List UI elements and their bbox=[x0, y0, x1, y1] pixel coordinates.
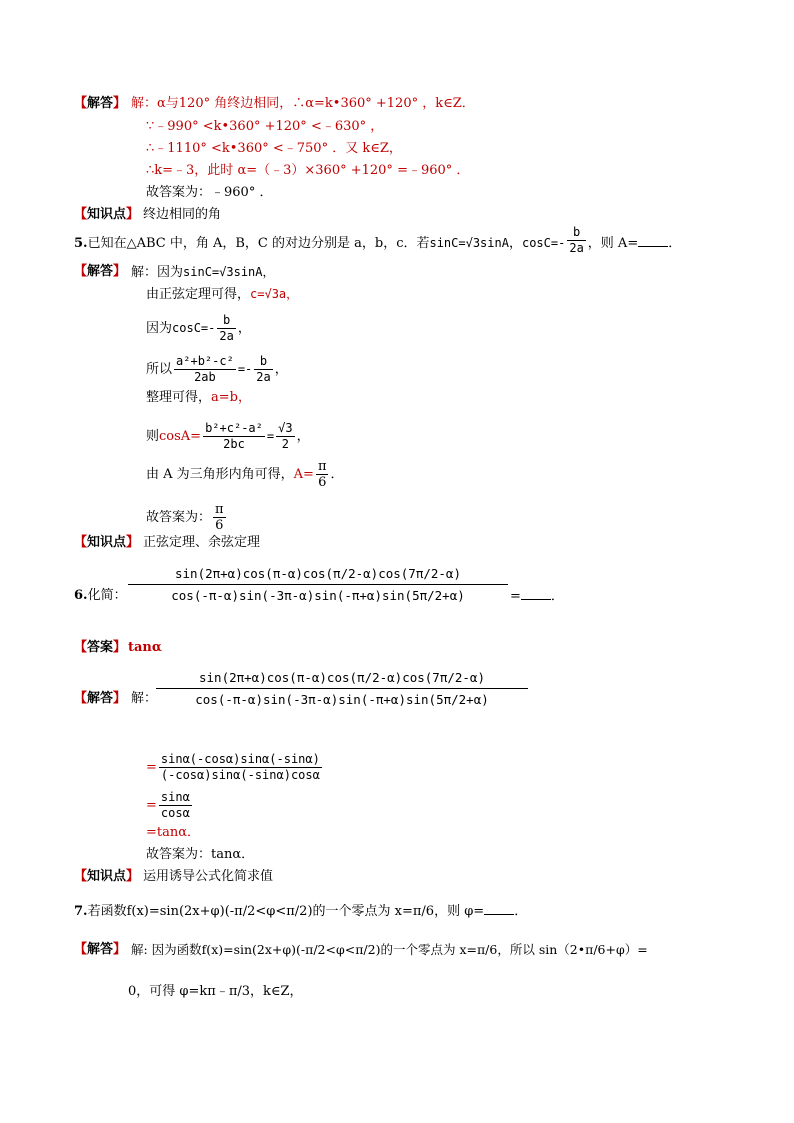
q6-equals-blank: = ． bbox=[510, 589, 564, 604]
q6-expression bbox=[128, 566, 508, 603]
answer-blank[interactable] bbox=[521, 587, 551, 600]
knowledge-label: 【知识点】 bbox=[74, 535, 140, 550]
q4-solution-line-3: ∴﹣1110° <k•360° <﹣750° ．又 k∈Z， bbox=[146, 141, 402, 156]
q4-solution-line-4: ∴k=﹣3，此时 α=（﹣3）×360° +120° =﹣960° ． bbox=[146, 163, 470, 178]
answer-blank[interactable] bbox=[638, 234, 668, 247]
q5-solution-line-3: 因为cosC=- $\frac{b}{2a}$ ， bbox=[146, 313, 251, 343]
knowledge-label: 【知识点】 bbox=[74, 869, 140, 884]
q6-denominator: cos(-π-α)sin(-3π-α)sin(-π+α)sin(5π/2+α) bbox=[171, 588, 465, 603]
q6-stem-label: 6.化简： bbox=[74, 588, 127, 603]
q6-solution-expression: sin(2π+α)cos(π-α)cos(π/2-α)cos(7π/2-α) cos(-π-α)sin(-3π-α)sin(-π+α)sin(5π/2+α) bbox=[156, 670, 528, 707]
q7-solution-line-2: 0，可得 φ=kπ﹣π/3，k∈Z， bbox=[128, 984, 303, 999]
q6-step-2: = $\frac{\sin\alpha(-\cos\alpha)\sin\alpha(-\sin\alpha)}{(-\cos\alpha)\sin\alpha(-\sin\alpha)\cos\alpha}$ bbox=[146, 752, 320, 782]
q5-solution-line-2: 由正弦定理可得，c=√3a， bbox=[146, 287, 299, 302]
answer-label: 【解答】 bbox=[74, 691, 127, 706]
fraction-bar bbox=[128, 584, 508, 585]
q5-solution-line-1: 解：因为sinC=√3sinA， bbox=[131, 265, 275, 280]
answer-blank[interactable] bbox=[484, 902, 514, 915]
q5-knowledge: 正弦定理、余弦定理 bbox=[143, 535, 261, 550]
q4-knowledge: 终边相同的角 bbox=[143, 207, 222, 222]
q6-knowledge: 运用诱导公式化简求值 bbox=[143, 869, 274, 884]
q5-solution-line-7: 由 A 为三角形内角可得，A= $\frac{\pi}{6}$ ． bbox=[146, 459, 344, 490]
q7-solution-line-1: 解: 因为函数f(x)=sin(2x+φ)(-π/2<φ<π/2)的一个零点为 x=π/6，所以 sin（2•π/6+φ）= bbox=[131, 942, 648, 957]
q5-solution-line-4: 所以 $\frac{\text{a²+b²-c²}}{2ab}$ =- $\frac{b}{2a}$ ， bbox=[146, 354, 288, 384]
q6-final-answer: 故答案为：tanα． bbox=[146, 847, 255, 862]
answer-label: 【解答】 bbox=[74, 96, 127, 111]
answer-label: 【解答】 bbox=[74, 264, 127, 279]
answer-label: 【解答】 bbox=[74, 942, 127, 957]
q4-solution-line-1: 解：α与120° 角终边相同，∴α=k•360° +120° ，k∈Z． bbox=[131, 96, 475, 111]
answer-key-label: 【答案】 bbox=[74, 640, 127, 655]
q4-final-answer: 故答案为：﹣960° ． bbox=[146, 185, 273, 200]
q7-stem: 7.若函数f(x)=sin(2x+φ)(-π/2<φ<π/2)的一个零点为 x=π/6，则 φ= ． bbox=[74, 904, 528, 919]
q5-stem: 5.已知在△ABC 中，角 A，B，C 的对边分别是 a，b，c．若sinC=√3sinA，cosC=- $\frac{b}{2a}$ ，则 A= ． bbox=[74, 225, 682, 255]
fraction-bar bbox=[156, 688, 528, 689]
q5-final-answer: 故答案为： $\frac{\pi}{6}$ bbox=[146, 502, 224, 533]
q6-numerator: sin(2π+α)cos(π-α)cos(π/2-α)cos(7π/2-α) bbox=[175, 566, 461, 581]
q6-step-4: =tanα． bbox=[146, 825, 201, 840]
q4-solution-line-2: ∵﹣990° <k•360° +120° <﹣630° ， bbox=[146, 119, 384, 134]
q6-answer: tanα bbox=[128, 640, 162, 655]
q5-solution-line-6: 则cosA= $\frac{\text{b²+c²-a²}}{2bc}$ = $\frac{√3}{2}$ ， bbox=[146, 421, 310, 451]
knowledge-label: 【知识点】 bbox=[74, 207, 140, 222]
q6-step-3: = $\frac{\sin\alpha}{\cos\alpha}$ bbox=[146, 790, 190, 820]
q5-solution-line-5: 整理可得，a=b， bbox=[146, 390, 251, 405]
q6-solution-lead: 解： bbox=[131, 691, 158, 706]
